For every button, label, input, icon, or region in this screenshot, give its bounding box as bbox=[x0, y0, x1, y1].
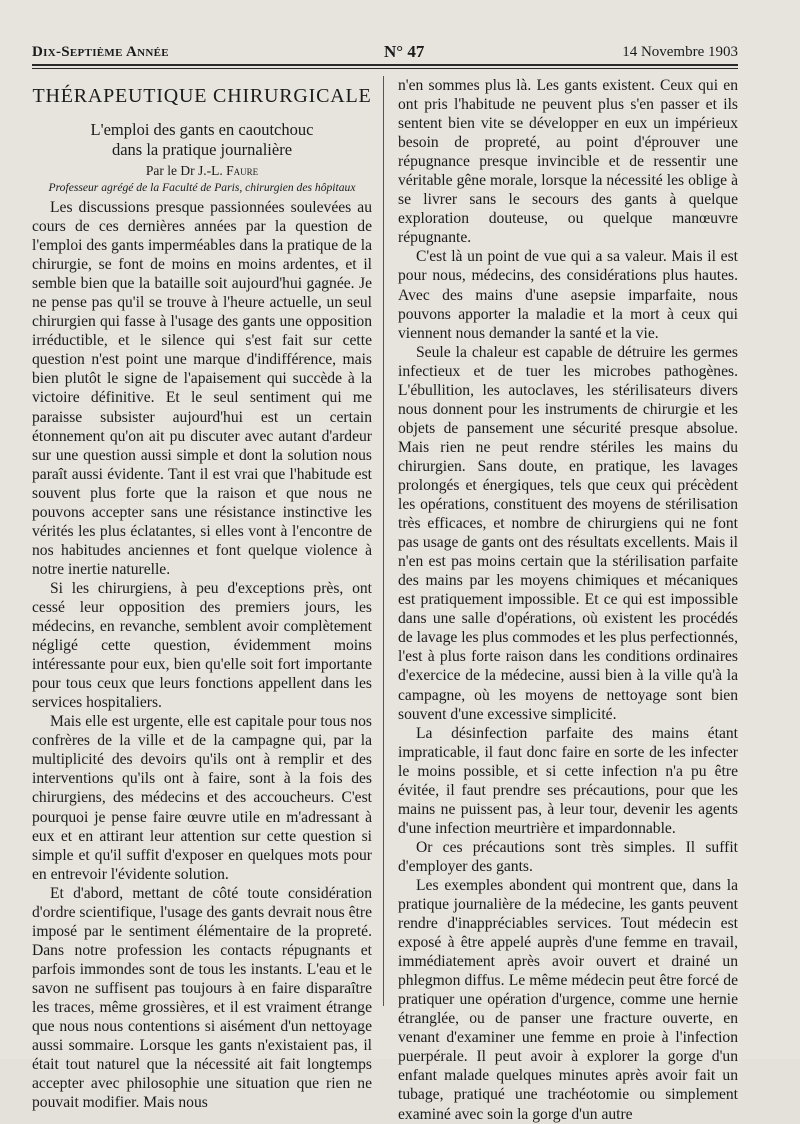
paragraph: Les exemples abondent qui montrent que, dans la pratique journalière de la médecine, les gants peuvent rendre d'inappréciables services. Tout médecin est exposé à être appelé auprès d'une femme en travail, immédiatement après avoir ouvert et drainé un phlegmon diffus. Le même médecin peut être forcé de pratiquer une opération d'urgence, comme une hernie étranglée, ou de panser une fracture ouverte, en venant d'examiner une femme en proie à l'infection puerpérale. Il peut avoir à explorer la gorge d'un enfant malade quelques minutes après avoir fait un tubage, pratiqué une trachéotomie ou simplement examiné avec soin la gorge d'un autre bbox=[398, 876, 738, 1123]
author-name: J.-L. Faure bbox=[197, 163, 259, 178]
section-heading: THÉRAPEUTIQUE CHIRURGICALE bbox=[32, 85, 372, 107]
byline bbox=[32, 162, 372, 180]
byline-prefix: Par le Dr bbox=[145, 163, 195, 178]
paragraph: Or ces précautions sont très simples. Il suffit d'employer des gants. bbox=[398, 838, 738, 875]
header-rule-thick bbox=[32, 64, 738, 66]
header-rule-thin bbox=[32, 68, 738, 69]
issue-date: 14 Novembre 1903 bbox=[622, 44, 738, 60]
page-header bbox=[32, 44, 738, 66]
column-divider bbox=[383, 76, 384, 1006]
issue-number: N° 47 bbox=[384, 42, 425, 61]
paragraph: Les discussions presque passionnées soulevées au cours de ces dernières années par la question de l'emploi des gants imperméables dans la pratique de la chirurgie, se font de moins en moins ardentes, et il semble bien que la bataille soit aujourd'hui gagnée. Je ne pense pas qu'il se trouve à l'heure actuelle, un seul chirurgien qui fasse à l'usage des gants une opposition irréductible, et le silence qui s'est fait sur cette question n'est point une marque d'indifférence, mais bien plutôt le signe de l'apaisement qui succède à la victoire définitive. Et le seul sentiment qui me paraisse subsister aujourd'hui est un certain étonnement qu'on ait pu discuter avec autant d'ardeur sur une question aussi simple et dont la solution nous paraît aussi évidente. Tant il est vrai que l'habitude est souvent plus forte que la raison et que nous ne pouvons accepter sans une résistance instinctive les vérités les plus éclatantes, si elles vont à l'encontre de nos habitudes anciennes et font quelque violence à notre inertie naturelle. bbox=[32, 199, 372, 578]
paragraph: Et d'abord, mettant de côté toute considération d'ordre scientifique, l'usage des gants devrait nous être imposé par le sentiment élémentaire de la propreté. Dans notre profession les contacts répugnants et parfois immondes sont de tous les instants. L'eau et le savon ne suffisent pas toujours à en faire disparaître les traces, même grossières, et il est vraiment étrange que nous nous contentions si aisément d'un nettoyage aussi sommaire. Lorsque les gants n'existaient pas, il était tout naturel que la nécessité ait fait longtemps accepter avec philosophie une situation que rien ne pouvait modifier. Mais nous bbox=[32, 884, 372, 1112]
paragraph: Mais elle est urgente, elle est capitale pour tous nos confrères de la ville et de la campagne qui, par la multiplicité des devoirs qu'ils ont à remplir et des interventions qu'ils ont à faire, sont à la fois des chirurgiens, des médecins et des accoucheurs. C'est pourquoi je pense faire œuvre utile en m'adressant à eux et en attirant leur attention sur cette question si simple et qu'il suffit d'exposer en quelques mots pour en entrevoir l'évidente solution. bbox=[32, 713, 372, 883]
paragraph: La désinfection parfaite des mains étant impraticable, il faut donc faire en sorte de les infecter le moins possible, et si cette infection n'a pu être évitée, il faut prendre ses précautions, pour que les mains ne puissent pas, à leur tour, devenir les agents d'une infection meurtrière et impardonnable. bbox=[398, 724, 738, 837]
paragraph: C'est là un point de vue qui a sa valeur. Mais il est pour nous, médecins, des considérations plus hautes. Avec des mains d'une asepsie imparfaite, nous pouvons apporter la maladie et la mort à ceux qui viennent nous demander la santé et la vie. bbox=[398, 248, 738, 342]
paragraph: Seule la chaleur est capable de détruire les germes infectieux et de tuer les microbes pathogènes. L'ébullition, les autoclaves, les stérilisateurs divers nous donnent pour les instruments de chirurgie et les objets de pansement une sécurité presque absolue. Mais rien ne peut rendre stériles les mains du chirurgien. Sans doute, en pratique, les lavages prolongés et énergiques, tels que ceux qui précèdent les opérations, constituent des moyens de stérilisation très efficaces, et nombre de chirurgiens qui ne font pas usage de gants ont des résultats excellents. Mais il n'en est pas moins certain que la stérilisation parfaite des mains par les moyens chimiques et mécaniques est pratiquement impossible. Et ce qui est impossible dans une salle d'opérations, où existent les procédés de lavage les plus commodes et les plus perfectionnés, l'est à plus forte raison dans les conditions ordinaires d'exercice de la médecine, aussi bien à la ville qu'à la campagne, où les moyens de nettoyage sont bien souvent d'une excessive simplicité. bbox=[398, 343, 738, 723]
volume-year: Dix-Septième Année bbox=[32, 44, 169, 60]
right-column bbox=[398, 76, 738, 1124]
paragraph: n'en sommes plus là. Les gants existent. Ceux qui en ont pris l'habitude ne peuvent plus s'en passer et ils sentent bien vite se développer en eux un impérieux besoin de propreté, au point d'éprouver une répugnance presque invincible et de ressentir une véritable gêne morale, lorsque la nécessité les oblige à se livrer sans le secours des gants à quelque exploration douteuse, ou quelque manœuvre répugnante. bbox=[398, 77, 738, 247]
author-affiliation: Professeur agrégé de la Faculté de Paris, chirurgien des hôpitaux bbox=[48, 181, 356, 194]
article-title-line1: L'emploi des gants en caoutchouc bbox=[90, 120, 314, 139]
paragraph: Si les chirurgiens, à peu d'exceptions près, ont cessé leur opposition des premiers jours, les médecins, en revanche, semblent avoir complètement négligé cette question, évidemment moins intéressante pour eux, bien qu'elle soit fort importante pour tous ceux que leurs fonctions appellent dans les services hospitaliers. bbox=[32, 579, 372, 712]
left-column bbox=[32, 84, 372, 1112]
article-title-line2: dans la pratique journalière bbox=[111, 140, 293, 159]
